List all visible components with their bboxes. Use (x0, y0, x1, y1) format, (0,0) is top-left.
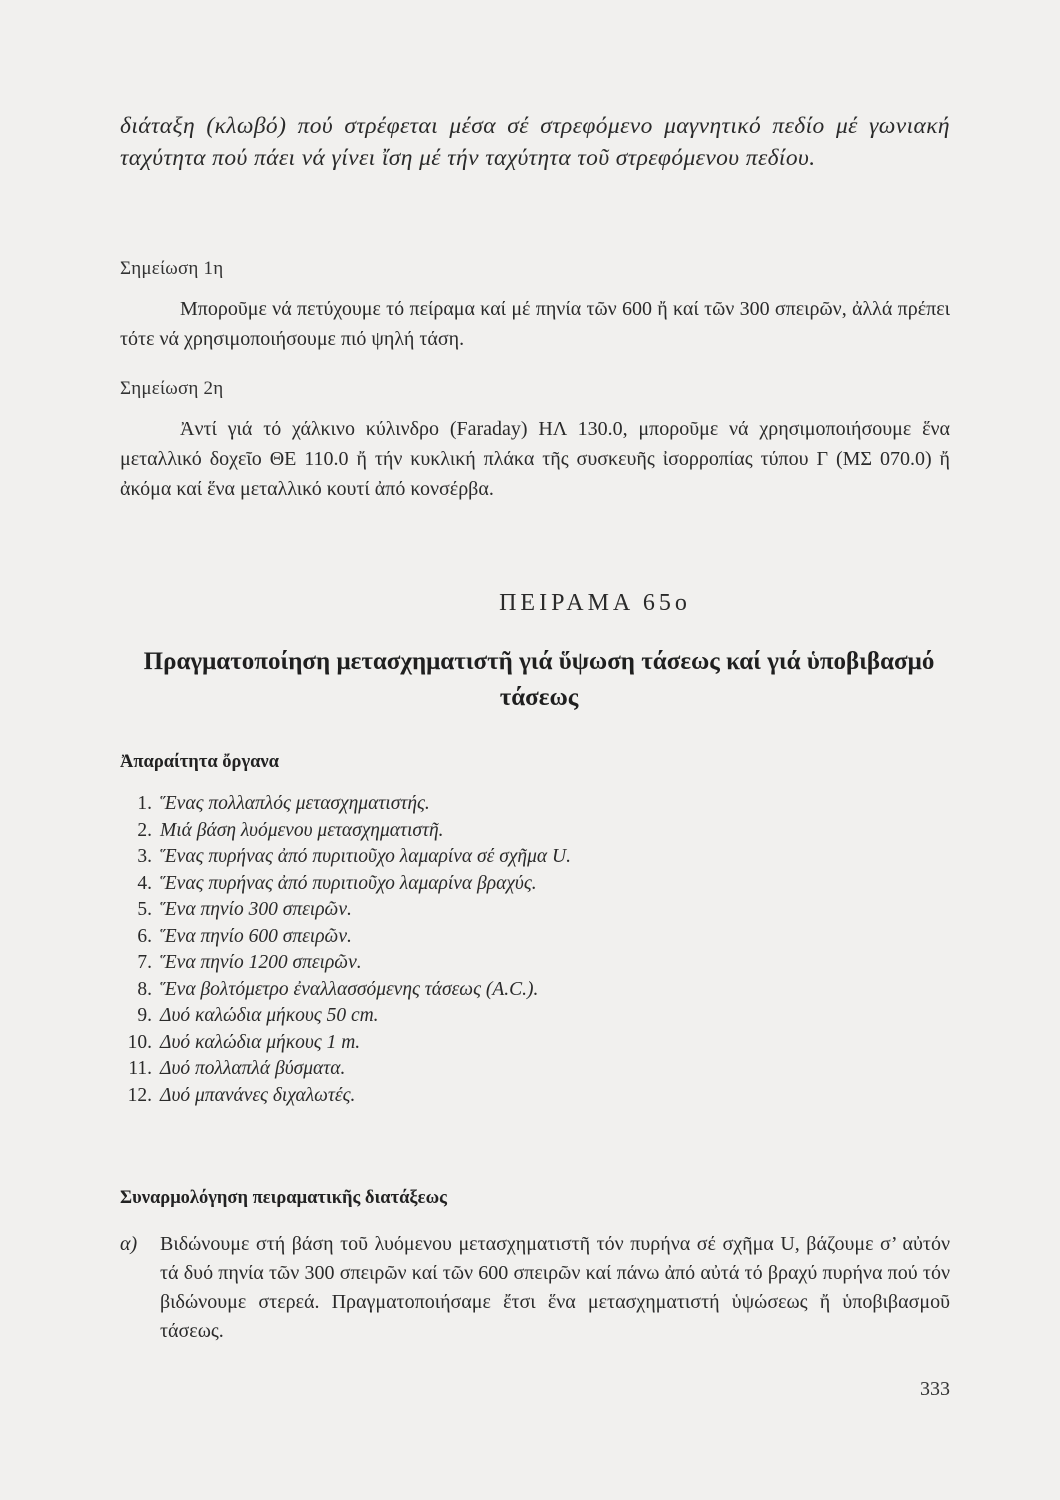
step-text: Βιδώνουμε στή βάση τοῦ λυόμενου μετασχηματιστῆ τόν πυρήνα σέ σχῆμα U, βάζουμε σ’ αὐτόν τά δυό πηνία τῶν 300 σπειρῶν καί τῶν 600 σπειρῶν καί πάνω ἀπό αὐτά τό βραχύ πυρήνα πού τόν βιδώνουμε στερεά. Πραγματοποιήσαμε ἔτσι ἕνα μετασχηματιστή ὑψώσεως ἤ ὑποβιβασμοῦ τάσεως. (160, 1233, 950, 1342)
document-page (120, 0, 958, 1500)
list-item: 10. Δυό καλώδια μήκους 1 m. (127, 1031, 361, 1053)
list-item: 3. Ἕνας πυρήνας ἀπό πυριτιοῦχο λαμαρίνα σέ σχῆμα U. (137, 846, 571, 867)
list-item: 4. Ἕνας πυρήνας ἀπό πυριτιοῦχο λαμαρίνα βραχύς. (137, 872, 537, 894)
note-1-body: Μποροῦμε νά πετύχουμε τό πείραμα καί μέ πηνία τῶν 600 ἤ καί τῶν 300 σπειρῶν, ἀλλά πρέπει τότε νά χρησιμοποιήσουμε πιό ψηλή τάση. (120, 298, 950, 350)
experiment-title: ΠΕΙΡΑΜΑ 65ο (499, 590, 691, 616)
step-label: α) (120, 1233, 138, 1255)
list-item: 5. Ἕνα πηνίο 300 σπειρῶν. (137, 899, 352, 920)
list-item: 9. Δυό καλώδια μήκους 50 cm. (137, 1005, 379, 1026)
assembly-step-a (120, 1230, 950, 1346)
tools-heading: Ἀπαραίτητα ὄργανα (120, 752, 280, 772)
list-item: 6. Ἕνα πηνίο 600 σπειρῶν. (137, 925, 352, 947)
page-number: 333 (920, 1378, 950, 1400)
list-item: 12. Δυό μπανάνες διχαλωτές. (127, 1084, 356, 1106)
experiment-subtitle: Πραγματοποίηση μετασχηματιστῆ γιά ὕψωση τάσεως καί γιά ὑποβιβασμό τάσεως (143, 648, 935, 711)
intro-paragraph: διάταξη (κλωβό) πού στρέφεται μέσα σέ στρεφόμενο μαγνητικό πεδίο μέ γωνιακή ταχύτητα πού πάει νά γίνει ἴση μέ τήν ταχύτητα τοῦ στρεφόμενου πεδίου. (120, 113, 950, 171)
tools-list (120, 791, 571, 1109)
list-item: 11. Δυό πολλαπλά βύσματα. (128, 1058, 346, 1079)
assembly-heading: Συναρμολόγηση πειραματικῆς διατάξεως (120, 1188, 447, 1208)
list-item: 2. Μιά βάση λυόμενου μετασχηματιστῆ. (137, 819, 444, 841)
list-item: 8. Ἕνα βολτόμετρο ἐναλλασσόμενης τάσεως (A.C.). (137, 978, 539, 1000)
list-item: 1. Ἕνας πολλαπλός μετασχηματιστής. (137, 793, 430, 814)
list-item: 7. Ἕνα πηνίο 1200 σπειρῶν. (137, 952, 362, 973)
note-2-heading: Σημείωση 2η (120, 378, 224, 399)
note-2-body: Ἀντί γιά τό χάλκινο κύλινδρο (Faraday) ΗΛ 130.0, μποροῦμε νά χρησιμοποιήσουμε ἕνα μεταλλικό δοχεῖο ΘΕ 110.0 ἤ τήν κυκλική πλάκα τῆς συσκευῆς ἰσορροπίας τύπου Γ (ΜΣ 070.0) ἤ ἀκόμα καί ἕνα μεταλλικό κουτί ἀπό κονσέρβα. (120, 418, 950, 500)
note-1-heading: Σημείωση 1η (120, 258, 224, 279)
